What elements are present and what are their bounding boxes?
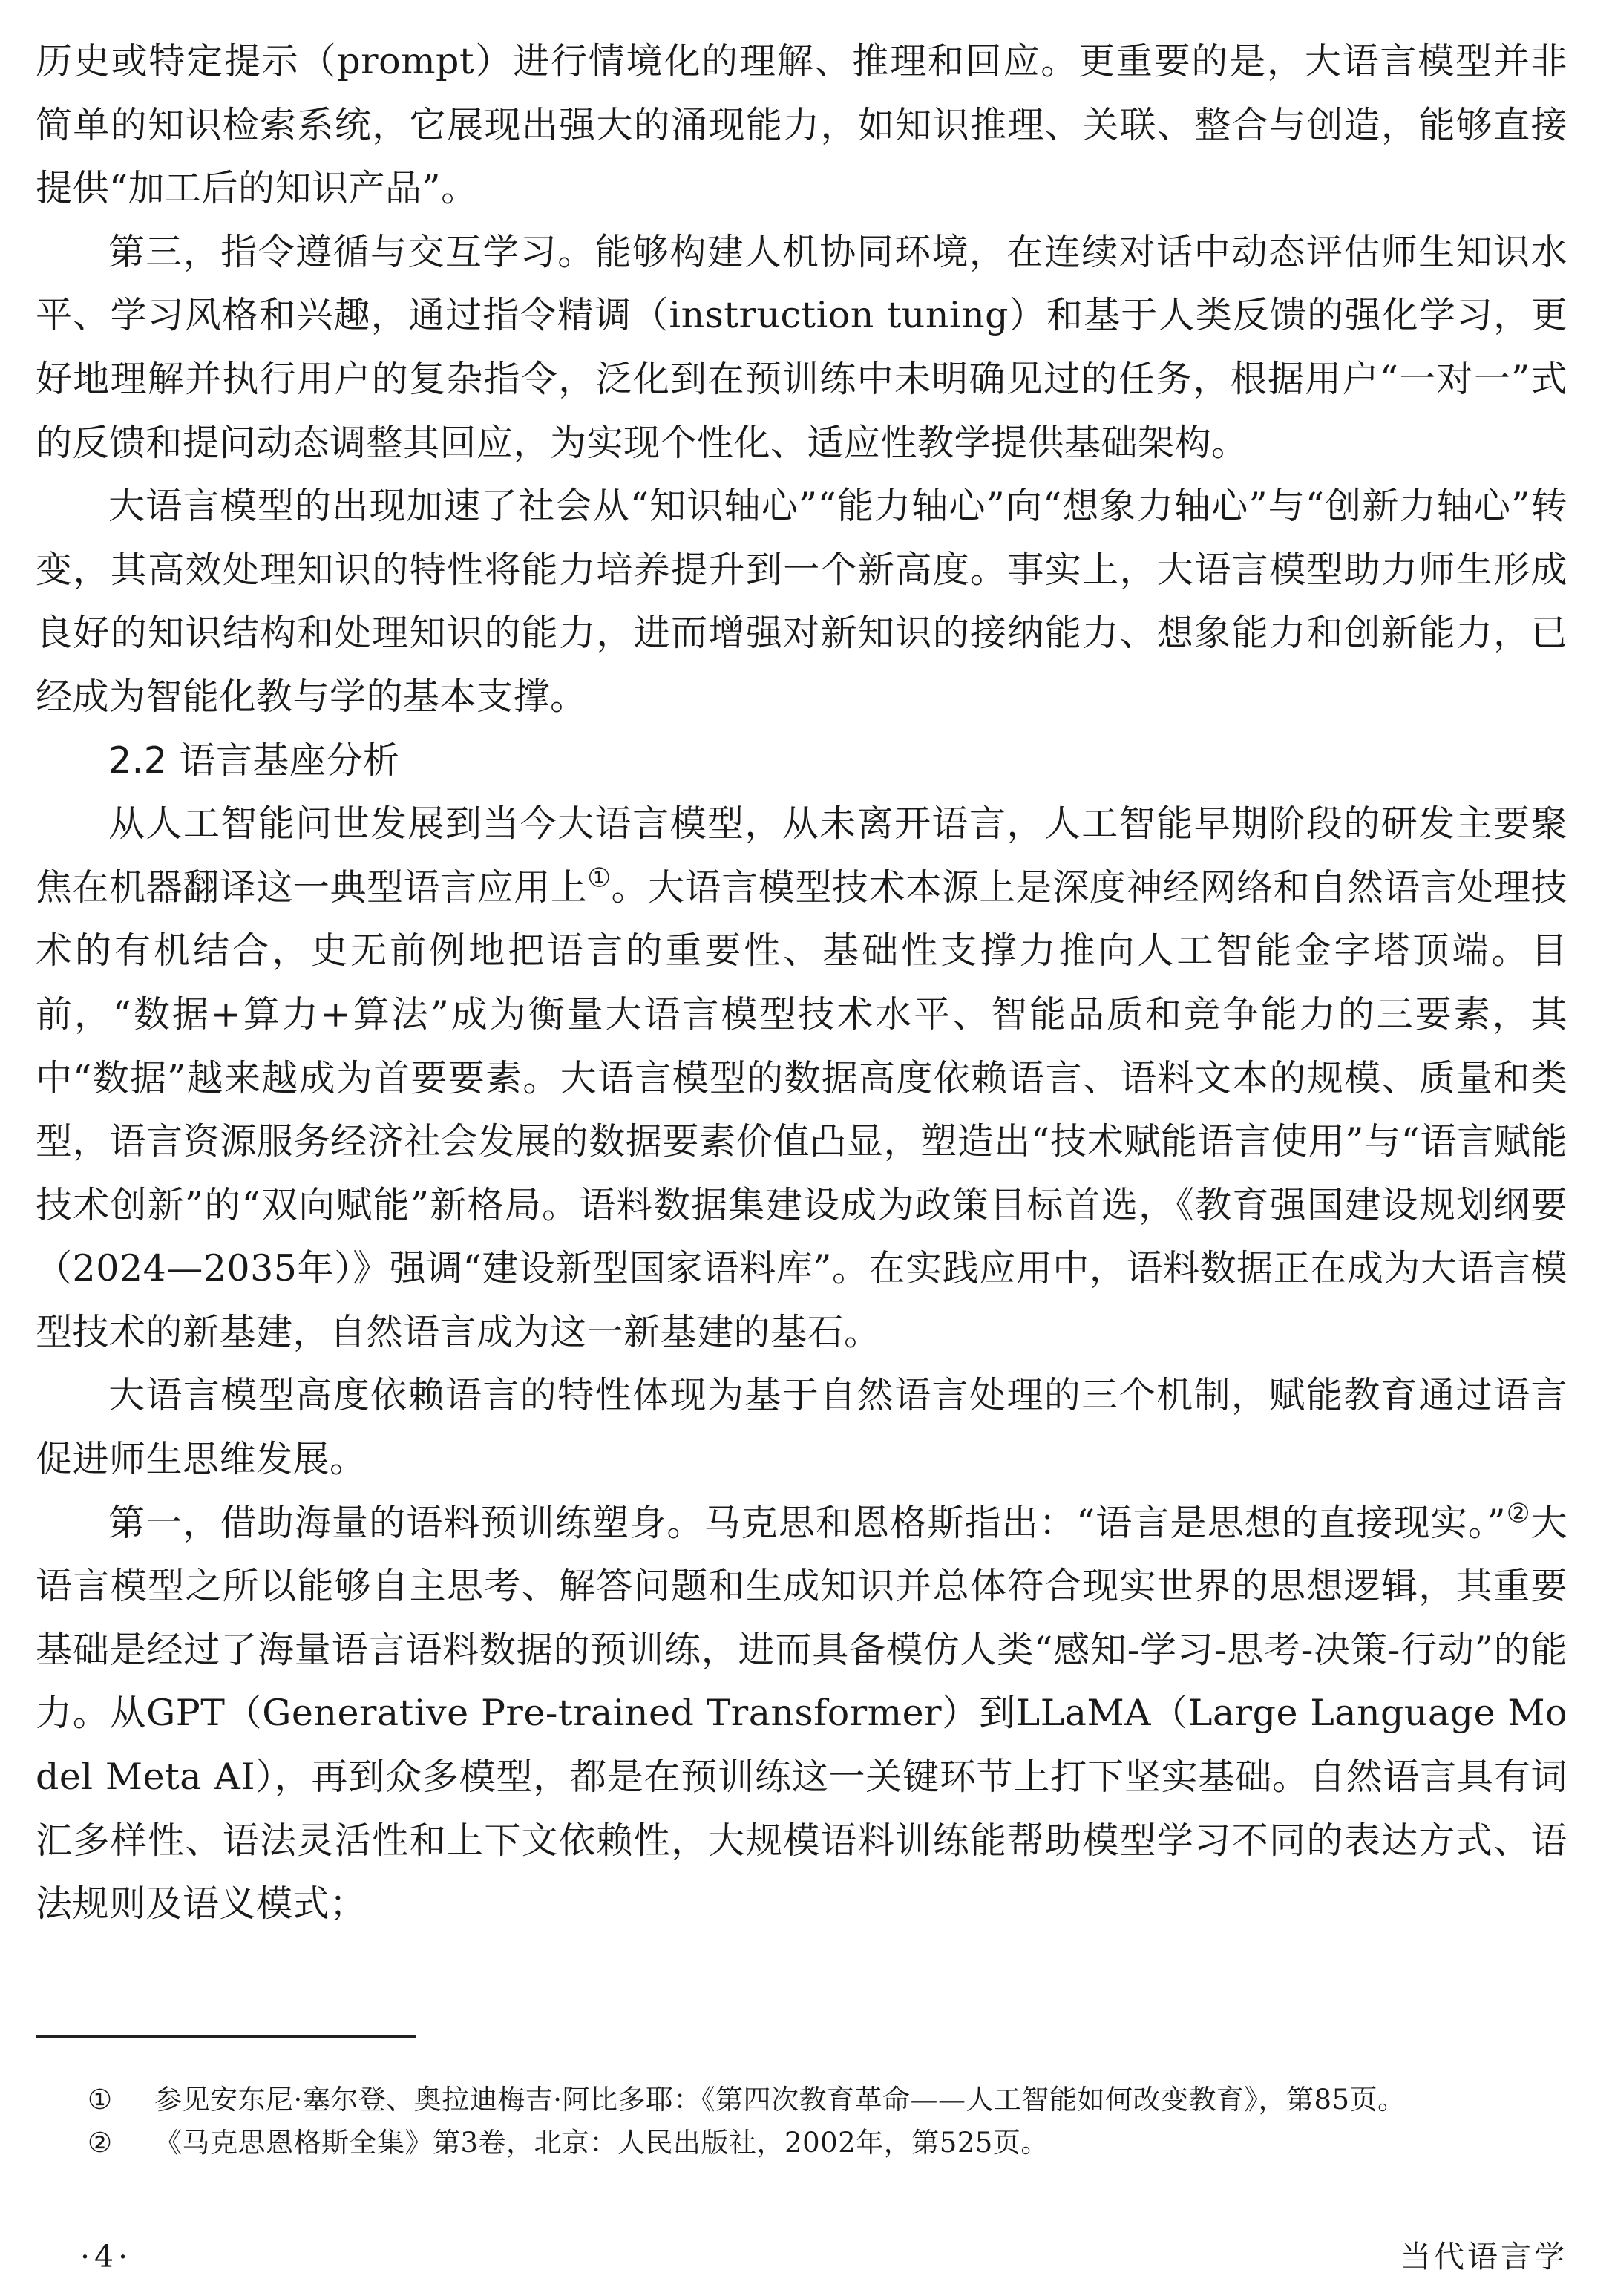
footnote-divider	[36, 2035, 416, 2038]
footnotes	[36, 2078, 1567, 2165]
journal-name: 当代语言学	[1400, 2239, 1567, 2274]
page-footer	[36, 2234, 1567, 2279]
paragraph-2: 第三，指令遵循与交互学习。能够构建人机协同环境，在连续对话中动态评估师生知识水平、学习风格和兴趣，通过指令精调（instruction tuning）和基于人类反馈的强化学习，更好地理解并执行用户的复杂指令，泛化到在预训练中未明确见过的任务，根据用户“一对一”式的反馈和提问动态调整其回应，为实现个性化、适应性教学提供基础架构。	[36, 230, 1567, 464]
paragraph-4-text-b: 。大语言模型技术本源上是深度神经网络和自然语言处理技术的有机结合，史无前例地把语言的重要性、基础性支撑力推向人工智能金字塔顶端。目前，“数据+算力+算法”成为衡量大语言模型技术水平、智能品质和竞争能力的三要素，其中“数据”越来越成为首要要素。大语言模型的数据高度依赖语言、语料文本的规模、质量和类型，语言资源服务经济社会发展的数据要素价值凸显，塑造出“技术赋能语言使用”与“语言赋能技术创新”的“双向赋能”新格局。语料数据集建设成为政策目标首选，《教育强国建设规划纲要（2024—2035年）》强调“建设新型国家语料库”。在实践应用中，语料数据正在成为大语言模型技术的新基建，自然语言成为这一新基建的基石。	[36, 866, 1567, 1353]
footnote-2	[36, 2122, 1567, 2165]
footnote-1-text: 参见安东尼·塞尔登、奥拉迪梅吉·阿比多耶：《第四次教育革命——人工智能如何改变教育》，第85页。	[154, 2084, 1406, 2116]
paragraph-6-text-b: 大语言模型之所以能够自主思考、解答问题和生成知识并总体符合现实世界的思想逻辑，其重要基础是经过了海量语言语料数据的预训练，进而具备模仿人类“感知-学习-思考-决策-行动”的能力。从GPT（Generative Pre-trained Transformer）到LLaMA（Large Language Model Meta AI），再到众多模型，都是在预训练这一关键环节上打下坚实基础。自然语言具有词汇多样性、语法灵活性和上下文依赖性，大规模语料训练能帮助模型学习不同的表达方式、语法规则及语义模式；	[36, 1501, 1568, 1926]
footnote-ref-1[interactable]: ①	[587, 863, 612, 894]
paragraph-5: 大语言模型高度依赖语言的特性体现为基于自然语言处理的三个机制，赋能教育通过语言促进师生思维发展。	[36, 1374, 1567, 1481]
paragraph-1: 历史或特定提示（prompt）进行情境化的理解、推理和回应。更重要的是，大语言模型并非简单的知识检索系统，它展现出强大的涌现能力，如知识推理、关联、整合与创造，能够直接提供“加工后的知识产品”。	[36, 40, 1567, 210]
paragraph-3: 大语言模型的出现加速了社会从“知识轴心”“能力轴心”向“想象力轴心”与“创新力轴心”转变，其高效处理知识的特性将能力培养提升到一个新高度。事实上，大语言模型助力师生形成良好的知识结构和处理知识的能力，进而增强对新知识的接纳能力、想象能力和创新能力，已经成为智能化教与学的基本支撑。	[36, 485, 1567, 718]
page-number: ·4·	[80, 2239, 133, 2274]
footnote-ref-2[interactable]: ②	[1506, 1498, 1531, 1529]
paragraph-6	[36, 1491, 1567, 1936]
section-heading: 2.2 语言基座分析	[108, 739, 400, 782]
footnote-1	[36, 2078, 1567, 2122]
footnote-2-marker: ②	[88, 2127, 113, 2159]
page-body	[36, 30, 1567, 1936]
footnote-2-text: 《马克思恩格斯全集》第3卷，北京：人民出版社，2002年，第525页。	[154, 2127, 1049, 2159]
footnote-1-marker: ①	[88, 2084, 113, 2116]
paragraph-4-text-a: 从人工智能问世发展到当今大语言模型，从未离开语言，人工智能早期阶段的研发主要聚焦在机器翻译这一典型语言应用上	[36, 802, 1567, 909]
paragraph-4	[36, 792, 1567, 1364]
paragraph-6-text-a: 第一，借助海量的语料预训练塑身。马克思和恩格斯指出：“语言是思想的直接现实。”	[108, 1501, 1507, 1544]
